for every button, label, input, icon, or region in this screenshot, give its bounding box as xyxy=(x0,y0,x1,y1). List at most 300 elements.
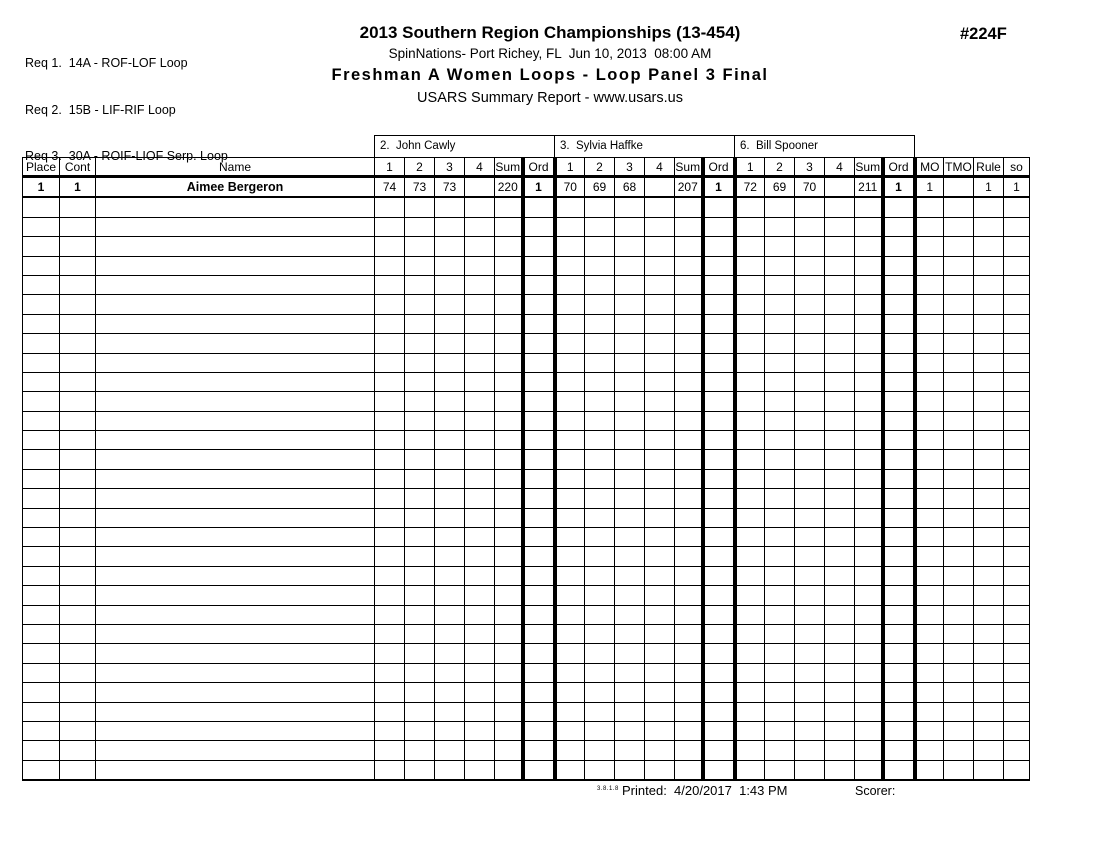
score-cell xyxy=(645,644,675,663)
score-cell xyxy=(645,663,675,682)
score-cell xyxy=(825,683,855,702)
score-cell xyxy=(465,450,495,469)
score-cell xyxy=(765,469,795,488)
rule-cell xyxy=(974,197,1004,217)
ord-cell xyxy=(883,489,915,508)
score-cell xyxy=(465,469,495,488)
so-cell xyxy=(1004,760,1030,780)
sum-cell xyxy=(675,528,703,547)
score-cell xyxy=(825,624,855,643)
name-cell xyxy=(96,411,375,430)
tmo-cell xyxy=(944,314,974,333)
place-cell xyxy=(23,469,60,488)
ord-cell xyxy=(703,566,735,585)
so-cell xyxy=(1004,275,1030,294)
ord-cell xyxy=(883,624,915,643)
rule-cell xyxy=(974,566,1004,585)
tmo-cell xyxy=(944,760,974,780)
score-cell xyxy=(465,431,495,450)
ord-cell xyxy=(523,605,555,624)
so-cell xyxy=(1004,702,1030,721)
sum-cell xyxy=(675,721,703,740)
score-cell xyxy=(585,431,615,450)
score-cell xyxy=(735,237,765,256)
score-cell xyxy=(375,586,405,605)
mo-cell xyxy=(915,353,944,372)
place-cell xyxy=(23,741,60,760)
sum-cell xyxy=(855,314,883,333)
sum-cell xyxy=(495,644,523,663)
cont-cell xyxy=(60,528,96,547)
score-cell xyxy=(405,469,435,488)
score-cell xyxy=(645,741,675,760)
score-cell xyxy=(465,275,495,294)
so-cell xyxy=(1004,256,1030,275)
score-cell xyxy=(465,663,495,682)
score-cell xyxy=(825,586,855,605)
score-cell xyxy=(735,741,765,760)
col-header-trial: 2 xyxy=(765,158,795,177)
place-cell: 1 xyxy=(23,177,60,198)
sum-cell xyxy=(675,353,703,372)
score-cell xyxy=(405,624,435,643)
score-cell xyxy=(465,237,495,256)
score-cell xyxy=(585,450,615,469)
score-cell xyxy=(735,547,765,566)
cont-cell xyxy=(60,605,96,624)
mo-cell: 1 xyxy=(915,177,944,198)
so-cell xyxy=(1004,683,1030,702)
score-cell xyxy=(465,702,495,721)
score-cell xyxy=(375,334,405,353)
score-cell xyxy=(465,295,495,314)
rule-cell xyxy=(974,295,1004,314)
ord-cell xyxy=(883,605,915,624)
empty-row xyxy=(23,644,1030,663)
score-cell xyxy=(795,683,825,702)
score-cell xyxy=(645,489,675,508)
sum-cell: 220 xyxy=(495,177,523,198)
sum-cell xyxy=(675,411,703,430)
ord-cell xyxy=(703,702,735,721)
score-cell xyxy=(645,217,675,236)
score-cell xyxy=(585,760,615,780)
score-cell xyxy=(375,702,405,721)
so-cell xyxy=(1004,663,1030,682)
place-cell xyxy=(23,217,60,236)
tmo-cell xyxy=(944,177,974,198)
score-cell: 73 xyxy=(405,177,435,198)
scorer-label: Scorer: xyxy=(855,784,896,798)
sum-cell xyxy=(675,683,703,702)
sum-cell xyxy=(855,721,883,740)
empty-row xyxy=(23,275,1030,294)
ord-cell xyxy=(523,314,555,333)
cont-cell xyxy=(60,586,96,605)
tmo-cell xyxy=(944,256,974,275)
score-cell xyxy=(435,566,465,585)
score-cell xyxy=(765,197,795,217)
rule-cell xyxy=(974,760,1004,780)
col-header-trial: 3 xyxy=(615,158,645,177)
score-cell xyxy=(645,566,675,585)
empty-row xyxy=(23,256,1030,275)
score-cell xyxy=(735,275,765,294)
sum-cell xyxy=(495,295,523,314)
empty-row xyxy=(23,469,1030,488)
score-cell xyxy=(795,566,825,585)
sum-cell: 211 xyxy=(855,177,883,198)
score-cell xyxy=(585,314,615,333)
score-cell xyxy=(585,392,615,411)
sum-cell xyxy=(495,237,523,256)
tmo-cell xyxy=(944,586,974,605)
mo-cell xyxy=(915,256,944,275)
score-cell xyxy=(375,683,405,702)
score-cell xyxy=(555,256,585,275)
score-cell xyxy=(645,314,675,333)
score-cell xyxy=(795,644,825,663)
sum-cell xyxy=(675,275,703,294)
cont-cell xyxy=(60,314,96,333)
score-cell xyxy=(615,295,645,314)
place-cell xyxy=(23,334,60,353)
name-cell xyxy=(96,431,375,450)
so-cell: 1 xyxy=(1004,177,1030,198)
place-cell xyxy=(23,624,60,643)
ord-cell xyxy=(883,392,915,411)
sum-cell xyxy=(495,469,523,488)
name-cell xyxy=(96,644,375,663)
so-cell xyxy=(1004,392,1030,411)
sum-cell xyxy=(675,334,703,353)
empty-row xyxy=(23,741,1030,760)
rule-cell xyxy=(974,372,1004,391)
name-cell xyxy=(96,334,375,353)
score-cell xyxy=(375,295,405,314)
sum-cell xyxy=(675,741,703,760)
place-cell xyxy=(23,605,60,624)
score-cell xyxy=(645,624,675,643)
ord-cell xyxy=(883,256,915,275)
ord-cell xyxy=(523,489,555,508)
sum-cell xyxy=(675,489,703,508)
ord-cell xyxy=(703,295,735,314)
score-cell xyxy=(615,372,645,391)
ord-cell xyxy=(883,353,915,372)
sum-cell xyxy=(855,528,883,547)
score-cell xyxy=(405,275,435,294)
score-cell xyxy=(765,411,795,430)
ord-cell xyxy=(523,275,555,294)
score-cell xyxy=(825,411,855,430)
ord-cell xyxy=(883,528,915,547)
sum-cell xyxy=(495,392,523,411)
col-header-trial: 2 xyxy=(405,158,435,177)
name-cell xyxy=(96,237,375,256)
score-cell xyxy=(735,314,765,333)
score-cell xyxy=(465,217,495,236)
score-cell xyxy=(825,314,855,333)
rule-cell: 1 xyxy=(974,177,1004,198)
score-cell xyxy=(465,586,495,605)
place-cell xyxy=(23,411,60,430)
score-cell xyxy=(615,334,645,353)
score-cell xyxy=(585,566,615,585)
score-cell xyxy=(585,721,615,740)
score-cell xyxy=(555,624,585,643)
ord-cell xyxy=(703,605,735,624)
score-cell xyxy=(765,624,795,643)
place-cell xyxy=(23,586,60,605)
sum-cell xyxy=(855,760,883,780)
score-cell xyxy=(465,334,495,353)
judge-name-header: 2. John Cawly xyxy=(375,136,555,158)
score-cell xyxy=(735,760,765,780)
ord-cell xyxy=(523,237,555,256)
empty-row xyxy=(23,566,1030,585)
tmo-cell xyxy=(944,624,974,643)
score-cell xyxy=(555,741,585,760)
sum-cell xyxy=(855,566,883,585)
score-cell: 69 xyxy=(585,177,615,198)
score-cell xyxy=(735,392,765,411)
ord-cell xyxy=(523,721,555,740)
event-number: #224F xyxy=(960,25,1007,43)
mo-cell xyxy=(915,411,944,430)
score-cell xyxy=(615,275,645,294)
sum-cell xyxy=(855,683,883,702)
rule-cell xyxy=(974,237,1004,256)
name-cell xyxy=(96,528,375,547)
score-cell xyxy=(795,353,825,372)
sum-cell xyxy=(495,372,523,391)
place-cell xyxy=(23,314,60,333)
sum-cell xyxy=(675,605,703,624)
score-cell xyxy=(825,334,855,353)
score-cell xyxy=(645,702,675,721)
sum-cell xyxy=(855,624,883,643)
score-cell xyxy=(375,489,405,508)
score-cell xyxy=(765,663,795,682)
score-cell xyxy=(645,295,675,314)
score-cell xyxy=(645,508,675,527)
empty-row xyxy=(23,431,1030,450)
score-cell xyxy=(765,566,795,585)
ord-cell xyxy=(523,508,555,527)
place-cell xyxy=(23,256,60,275)
score-cell xyxy=(645,450,675,469)
requirement-line: Req 1. 14A - ROF-LOF Loop xyxy=(25,56,188,70)
mo-cell xyxy=(915,217,944,236)
score-cell xyxy=(375,450,405,469)
score-cell xyxy=(765,605,795,624)
score-cell xyxy=(645,177,675,198)
score-cell xyxy=(795,760,825,780)
score-cell xyxy=(615,353,645,372)
tmo-cell xyxy=(944,721,974,740)
score-cell xyxy=(795,217,825,236)
name-cell xyxy=(96,197,375,217)
ord-cell xyxy=(883,411,915,430)
score-cell xyxy=(465,683,495,702)
cont-cell xyxy=(60,508,96,527)
score-cell xyxy=(765,450,795,469)
ord-cell xyxy=(523,334,555,353)
place-cell xyxy=(23,353,60,372)
score-cell xyxy=(375,741,405,760)
ord-cell xyxy=(703,197,735,217)
score-cell xyxy=(405,372,435,391)
sum-cell xyxy=(855,605,883,624)
so-cell xyxy=(1004,450,1030,469)
name-cell xyxy=(96,721,375,740)
name-cell xyxy=(96,275,375,294)
mo-cell xyxy=(915,702,944,721)
score-cell xyxy=(375,760,405,780)
score-cell xyxy=(765,217,795,236)
cont-cell xyxy=(60,431,96,450)
empty-row xyxy=(23,237,1030,256)
score-cell xyxy=(375,392,405,411)
score-cell xyxy=(375,217,405,236)
col-header-cont: Cont xyxy=(60,158,96,177)
mo-cell xyxy=(915,197,944,217)
score-cell xyxy=(825,177,855,198)
sum-cell xyxy=(855,702,883,721)
rule-cell xyxy=(974,256,1004,275)
score-cell xyxy=(645,197,675,217)
score-cell xyxy=(735,295,765,314)
sum-cell xyxy=(855,392,883,411)
score-cell xyxy=(555,431,585,450)
score-cell xyxy=(555,314,585,333)
cont-cell xyxy=(60,450,96,469)
score-cell xyxy=(645,760,675,780)
score-cell xyxy=(795,450,825,469)
score-cell xyxy=(375,197,405,217)
score-cell xyxy=(615,721,645,740)
score-cell xyxy=(735,353,765,372)
ord-cell xyxy=(883,663,915,682)
sum-cell xyxy=(495,256,523,275)
score-cell xyxy=(435,237,465,256)
ord-cell xyxy=(523,295,555,314)
cont-cell xyxy=(60,295,96,314)
col-header-trial: 1 xyxy=(555,158,585,177)
score-cell xyxy=(765,314,795,333)
name-cell xyxy=(96,450,375,469)
tmo-cell xyxy=(944,566,974,585)
empty-row xyxy=(23,624,1030,643)
so-cell xyxy=(1004,314,1030,333)
so-cell xyxy=(1004,217,1030,236)
score-cell xyxy=(585,605,615,624)
cont-cell xyxy=(60,566,96,585)
score-table xyxy=(22,135,1030,781)
mo-cell xyxy=(915,683,944,702)
tmo-cell xyxy=(944,469,974,488)
ord-cell xyxy=(703,314,735,333)
ord-cell xyxy=(883,314,915,333)
score-cell xyxy=(825,508,855,527)
score-cell xyxy=(795,334,825,353)
score-cell xyxy=(765,644,795,663)
name-cell xyxy=(96,353,375,372)
score-cell xyxy=(765,237,795,256)
score-cell xyxy=(375,353,405,372)
tmo-cell xyxy=(944,663,974,682)
sum-cell xyxy=(855,450,883,469)
score-cell xyxy=(585,702,615,721)
sum-cell xyxy=(855,256,883,275)
score-cell xyxy=(435,353,465,372)
so-cell xyxy=(1004,353,1030,372)
cont-cell xyxy=(60,489,96,508)
score-cell xyxy=(465,624,495,643)
sum-cell xyxy=(495,624,523,643)
score-cell xyxy=(435,760,465,780)
place-cell xyxy=(23,683,60,702)
ord-cell xyxy=(883,197,915,217)
score-cell xyxy=(585,663,615,682)
score-cell xyxy=(375,469,405,488)
score-cell xyxy=(435,372,465,391)
ord-cell xyxy=(883,275,915,294)
name-cell xyxy=(96,217,375,236)
score-cell: 70 xyxy=(555,177,585,198)
score-cell xyxy=(585,411,615,430)
score-cell xyxy=(375,411,405,430)
ord-cell xyxy=(703,528,735,547)
sum-cell xyxy=(495,683,523,702)
ord-cell xyxy=(523,217,555,236)
rule-cell xyxy=(974,469,1004,488)
cont-cell xyxy=(60,256,96,275)
score-cell xyxy=(405,237,435,256)
so-cell xyxy=(1004,605,1030,624)
name-cell xyxy=(96,683,375,702)
sum-cell xyxy=(495,741,523,760)
empty-row xyxy=(23,411,1030,430)
rule-cell xyxy=(974,508,1004,527)
place-cell xyxy=(23,295,60,314)
score-cell xyxy=(765,295,795,314)
tmo-cell xyxy=(944,741,974,760)
empty-row xyxy=(23,605,1030,624)
score-cell xyxy=(645,353,675,372)
score-cell xyxy=(465,256,495,275)
rule-cell xyxy=(974,392,1004,411)
score-cell xyxy=(795,237,825,256)
score-cell xyxy=(465,372,495,391)
sum-cell xyxy=(675,431,703,450)
score-cell xyxy=(795,392,825,411)
so-cell xyxy=(1004,547,1030,566)
empty-row xyxy=(23,217,1030,236)
score-cell: 72 xyxy=(735,177,765,198)
score-cell xyxy=(825,353,855,372)
score-cell xyxy=(555,353,585,372)
score-cell xyxy=(375,547,405,566)
tmo-cell xyxy=(944,605,974,624)
score-cell xyxy=(765,392,795,411)
ord-cell: 1 xyxy=(523,177,555,198)
empty-row xyxy=(23,372,1030,391)
sum-cell xyxy=(675,508,703,527)
tmo-cell xyxy=(944,353,974,372)
ord-cell xyxy=(703,624,735,643)
